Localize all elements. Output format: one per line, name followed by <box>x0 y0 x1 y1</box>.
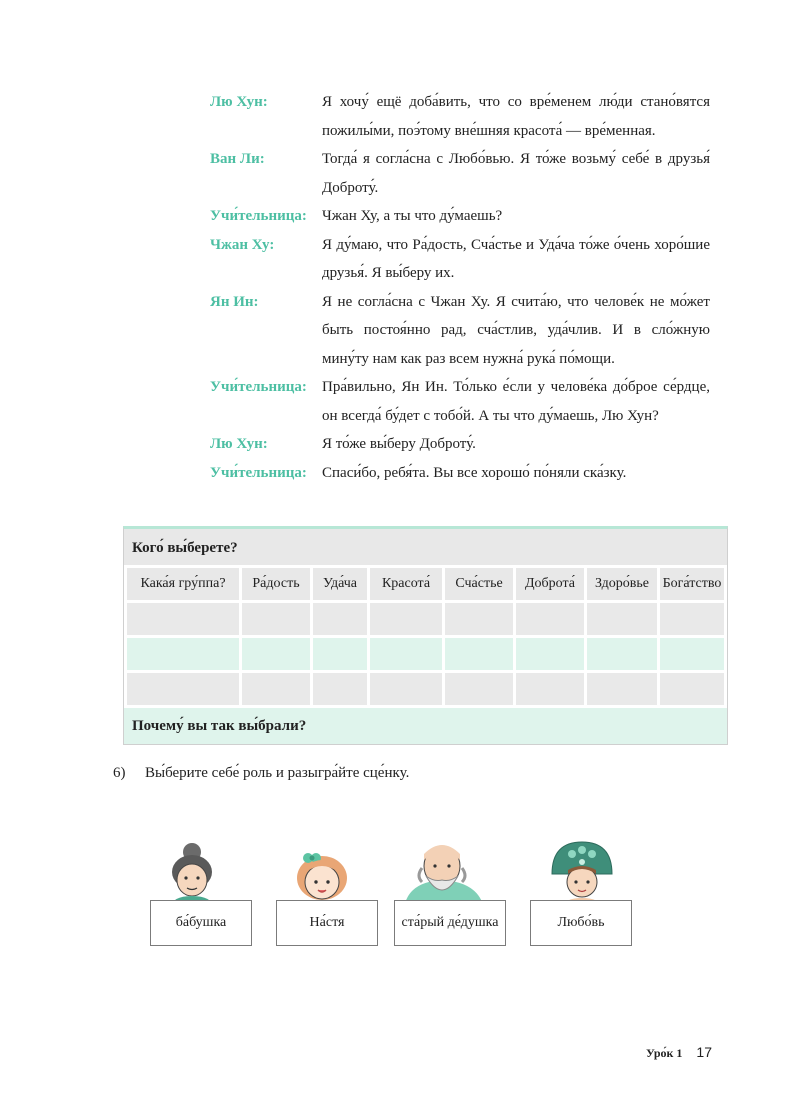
empty-cell <box>313 673 367 705</box>
speaker-name: Ян Ин: <box>210 293 259 310</box>
empty-cell <box>587 638 657 670</box>
speaker-name: Чжан Ху: <box>210 236 275 253</box>
empty-cell <box>313 603 367 635</box>
column-header: Здоро́вье <box>587 568 657 600</box>
empty-cell <box>660 638 724 670</box>
empty-cell <box>370 638 442 670</box>
column-header: Кака́я гру́ппа? <box>127 568 239 600</box>
task-text: Вы́берите себе́ роль и разыгра́йте сце́нку. <box>145 765 410 781</box>
empty-cell <box>445 638 513 670</box>
speaker-name: Учи́тельница: <box>210 379 307 395</box>
page-footer <box>646 1044 712 1062</box>
grandmother-icon <box>148 838 258 908</box>
empty-cell <box>445 603 513 635</box>
empty-cell <box>242 603 310 635</box>
character-card <box>528 838 638 958</box>
speaker-name: Учи́тельница: <box>210 464 307 481</box>
task-number: 6) <box>113 765 126 781</box>
empty-cell <box>660 673 724 705</box>
empty-cell <box>587 673 657 705</box>
character-card <box>274 838 384 958</box>
dialogue <box>210 88 710 487</box>
survey-grid <box>124 565 727 708</box>
column-header: Бога́тство <box>660 568 724 600</box>
page-number: 17 <box>696 1044 712 1060</box>
empty-cell <box>127 603 239 635</box>
dialogue-line <box>210 373 710 430</box>
speech-text: Пра́вильно, Ян Ин. То́лько е́сли у челове́ка до́брое се́рдце, он всегда́ бу́дет с тобо́й. А ты что ду́маешь, Лю Хун? <box>322 379 710 424</box>
empty-cell <box>313 638 367 670</box>
survey-title: Кого́ вы́берете? <box>124 529 727 565</box>
speech-text: Я не согла́сна с Чжан Ху. Я счита́ю, что челове́к не мо́жет быть постоя́нно рад, сча́стлив, уда́члив. И в сло́жную мину́ту нам как раз всем нужна́ рука́ по́мощи. <box>322 293 710 367</box>
empty-cell <box>660 603 724 635</box>
task-instruction <box>113 765 409 782</box>
speaker-name: Лю Хун: <box>210 436 268 452</box>
lesson-label: Уро́к 1 <box>646 1046 683 1060</box>
empty-cell <box>242 673 310 705</box>
dialogue-line <box>210 288 710 374</box>
column-header: Уда́ча <box>313 568 367 600</box>
empty-cell <box>516 673 584 705</box>
survey-table <box>123 526 728 745</box>
speech-text: Я ду́маю, что Ра́дость, Сча́стье и Уда́ча то́же о́чень хоро́шие друзья́. Я вы́беру их. <box>322 236 710 281</box>
dialogue-line <box>210 202 710 231</box>
empty-cell <box>127 638 239 670</box>
character-card <box>148 838 258 958</box>
speech-text: Спаси́бо, ребя́та. Вы все хорошо́ по́няли ска́зку. <box>322 464 627 481</box>
survey-question: Почему́ вы так вы́брали? <box>124 708 727 744</box>
empty-cell <box>516 603 584 635</box>
character-sign: ба́бушка <box>150 900 252 946</box>
dialogue-line <box>210 459 710 488</box>
dialogue-line <box>210 88 710 145</box>
empty-cell <box>127 673 239 705</box>
column-header: Ра́дость <box>242 568 310 600</box>
character-card <box>392 838 502 958</box>
girl-icon <box>274 838 384 908</box>
speech-text: Чжан Ху, а ты что ду́маешь? <box>322 208 503 224</box>
empty-cell <box>242 638 310 670</box>
column-header: Доброта́ <box>516 568 584 600</box>
dialogue-line <box>210 430 710 459</box>
woman-kokoshnik-icon <box>528 838 638 908</box>
dialogue-line <box>210 145 710 202</box>
speech-text: Я хочу́ ещё доба́вить, что со вре́менем лю́ди стано́вятся пожилы́ми, поэ́тому вне́шняя красота́ — вре́менная. <box>322 94 710 139</box>
character-sign: На́стя <box>276 900 378 946</box>
speaker-name: Учи́тельница: <box>210 208 307 224</box>
column-header: Сча́стье <box>445 568 513 600</box>
speaker-name: Лю Хун: <box>210 94 268 110</box>
empty-cell <box>516 638 584 670</box>
speaker-name: Ван Ли: <box>210 151 265 167</box>
empty-cell <box>370 673 442 705</box>
empty-cell <box>445 673 513 705</box>
old-man-icon <box>392 838 508 908</box>
speech-text: Тогда́ я согла́сна с Любо́вью. Я то́же возьму́ себе́ в друзья́ Доброту́. <box>322 151 710 196</box>
empty-cell <box>370 603 442 635</box>
character-sign: ста́рый де́душка <box>394 900 506 946</box>
character-cards <box>148 838 648 958</box>
column-header: Красота́ <box>370 568 442 600</box>
speech-text: Я то́же вы́беру Доброту́. <box>322 436 476 452</box>
character-sign: Любо́вь <box>530 900 632 946</box>
empty-cell <box>587 603 657 635</box>
dialogue-line <box>210 231 710 288</box>
